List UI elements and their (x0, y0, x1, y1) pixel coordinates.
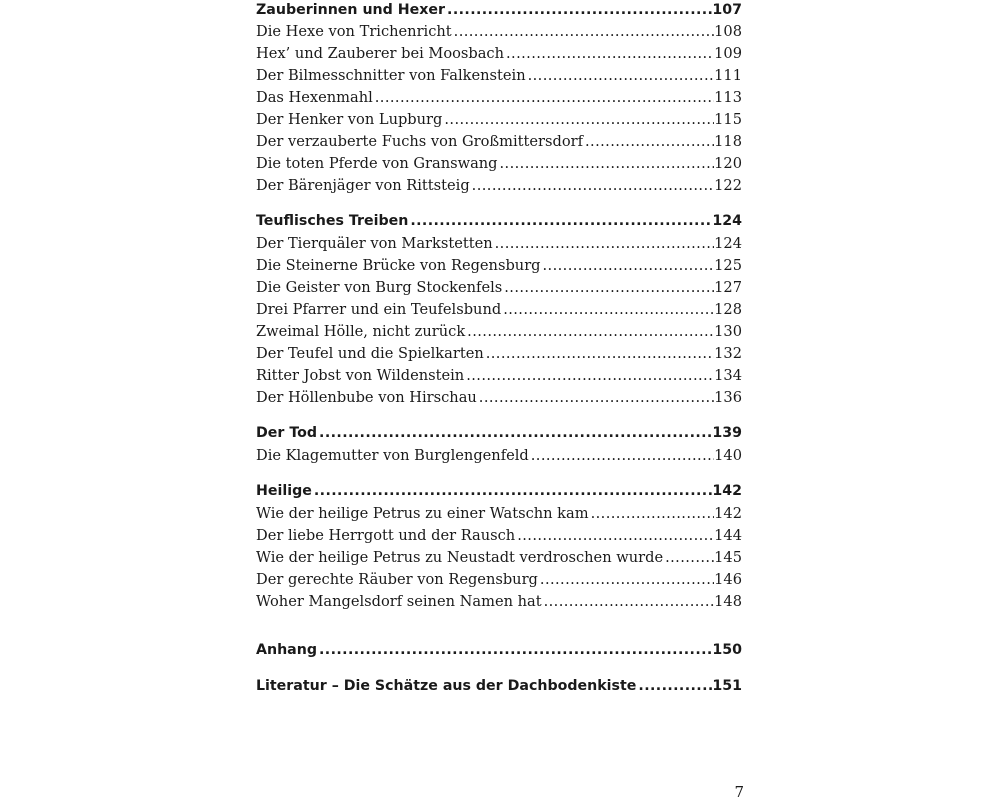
toc-entry (256, 255, 742, 277)
dot-leader (495, 233, 715, 255)
toc-heading-page: 151 (712, 678, 742, 694)
toc-heading-page: 142 (712, 483, 742, 499)
toc-entry-title: Die Klagemutter von Burglengenfeld (256, 447, 529, 464)
toc-entry-title: Die Hexe von Trichenricht (256, 23, 452, 40)
dot-leader (472, 175, 714, 197)
toc-entry (256, 109, 742, 131)
dot-leader (543, 255, 715, 277)
toc-entry (256, 131, 742, 153)
toc-entry-page: 146 (714, 571, 742, 588)
dot-leader (544, 591, 715, 613)
toc-entry-page: 132 (714, 345, 742, 362)
toc-entry-page: 142 (714, 505, 742, 522)
dot-leader (540, 569, 714, 591)
toc-entry (256, 503, 742, 525)
toc-heading (256, 0, 742, 22)
toc-entry-page: 128 (714, 301, 742, 318)
toc-entry-page: 127 (714, 279, 742, 296)
toc-entry (256, 43, 742, 65)
dot-leader (466, 365, 714, 387)
toc-entry-page: 109 (714, 45, 742, 62)
toc-entry (256, 591, 742, 613)
dot-leader (665, 547, 714, 569)
toc-entry-page: 124 (714, 235, 742, 252)
toc-heading-title: Heilige (256, 483, 312, 499)
toc-entry (256, 525, 742, 547)
toc-entry-title: Die toten Pferde von Granswang (256, 155, 498, 172)
toc-heading (256, 211, 742, 233)
toc-heading (256, 423, 742, 445)
dot-leader (591, 503, 715, 525)
toc-entry-page: 122 (714, 177, 742, 194)
toc-entry (256, 547, 742, 569)
dot-leader (375, 87, 714, 109)
toc-entry-title: Der Höllenbube von Hirschau (256, 389, 477, 406)
dot-leader (479, 387, 714, 409)
toc-entry (256, 343, 742, 365)
toc-entry-page: 134 (714, 367, 742, 384)
dot-leader (447, 0, 712, 22)
toc-entry-title: Der verzauberte Fuchs von Großmittersdorf (256, 133, 583, 150)
dot-leader (503, 299, 714, 321)
toc-entry-title: Ritter Jobst von Wildenstein (256, 367, 465, 384)
toc-heading-page: 124 (712, 213, 742, 229)
toc-heading-page: 139 (712, 425, 742, 441)
toc-entry (256, 299, 742, 321)
toc-entry-title: Der gerechte Räuber von Regensburg (256, 571, 538, 588)
toc-entry-page: 144 (714, 527, 742, 544)
toc-entry-title: Hex’ und Zauberer bei Moosbach (256, 45, 505, 62)
toc-entry (256, 365, 742, 387)
toc-entry-title: Der Tierquäler von Markstetten (256, 235, 493, 252)
dot-leader (504, 277, 714, 299)
toc-entry-page: 140 (714, 447, 742, 464)
dot-leader (517, 525, 714, 547)
toc-entry-title: Der Henker von Lupburg (256, 111, 443, 128)
toc-heading (256, 481, 742, 503)
dot-leader (319, 423, 712, 445)
dot-leader (444, 109, 714, 131)
dot-leader (531, 445, 714, 467)
toc-entry-page: 108 (714, 23, 742, 40)
toc-entry-title: Der Bilmesschnitter von Falkenstein (256, 67, 526, 84)
toc-entry (256, 321, 742, 343)
toc-entry-page: 111 (714, 67, 742, 84)
toc-entry-page: 113 (714, 89, 742, 106)
toc-entry (256, 277, 742, 299)
toc-entry-page: 136 (714, 389, 742, 406)
toc-heading-title: Anhang (256, 642, 318, 658)
toc-entry-title: Wie der heilige Petrus zu einer Watschn kam (256, 505, 589, 522)
toc-entry-page: 148 (714, 593, 742, 610)
toc-heading-page: 107 (712, 2, 742, 18)
dot-leader (454, 21, 714, 43)
toc-entry (256, 153, 742, 175)
toc-entry-page: 115 (714, 111, 742, 128)
toc-entry-title: Der Teufel und die Spielkarten (256, 345, 484, 362)
toc-entry (256, 445, 742, 467)
toc-entry-title: Die Geister von Burg Stockenfels (256, 279, 503, 296)
dot-leader (528, 65, 715, 87)
toc-heading-title: Zauberinnen und Hexer (256, 2, 446, 18)
toc-heading (256, 676, 742, 698)
toc-entry-title: Der Bärenjäger von Rittsteig (256, 177, 470, 194)
toc-entry-title: Wie der heilige Petrus zu Neustadt verdroschen wurde (256, 549, 664, 566)
toc-entry-page: 130 (714, 323, 742, 340)
toc-entry (256, 175, 742, 197)
toc-entry (256, 387, 742, 409)
dot-leader (638, 676, 712, 698)
toc-heading-title: Literatur – Die Schätze aus der Dachbodenkiste (256, 678, 637, 694)
toc-entry-title: Drei Pfarrer und ein Teufelsbund (256, 301, 502, 318)
toc-entry-title: Woher Mangelsdorf seinen Namen hat (256, 593, 542, 610)
dot-leader (506, 43, 714, 65)
toc-entry-title: Zweimal Hölle, nicht zurück (256, 323, 466, 340)
dot-leader (486, 343, 714, 365)
dot-leader (585, 131, 714, 153)
toc-entry (256, 233, 742, 255)
page-number: 7 (734, 783, 744, 801)
toc-entry (256, 87, 742, 109)
dot-leader (467, 321, 714, 343)
toc-entry (256, 569, 742, 591)
toc-entry (256, 65, 742, 87)
dot-leader (500, 153, 715, 175)
toc-heading-title: Teuflisches Treiben (256, 213, 409, 229)
toc-entry-page: 125 (714, 257, 742, 274)
toc-heading-title: Der Tod (256, 425, 318, 441)
dot-leader (314, 481, 713, 503)
toc-entry-title: Die Steinerne Brücke von Regensburg (256, 257, 541, 274)
toc-entry-page: 120 (714, 155, 742, 172)
toc-entry-page: 118 (714, 133, 742, 150)
toc-entry-title: Der liebe Herrgott und der Rausch (256, 527, 516, 544)
toc-heading-page: 150 (712, 642, 742, 658)
toc-entry-page: 145 (714, 549, 742, 566)
toc-heading (256, 640, 742, 662)
toc-entry (256, 21, 742, 43)
dot-leader (319, 640, 712, 662)
dot-leader (410, 211, 712, 233)
toc-entry-title: Das Hexenmahl (256, 89, 373, 106)
